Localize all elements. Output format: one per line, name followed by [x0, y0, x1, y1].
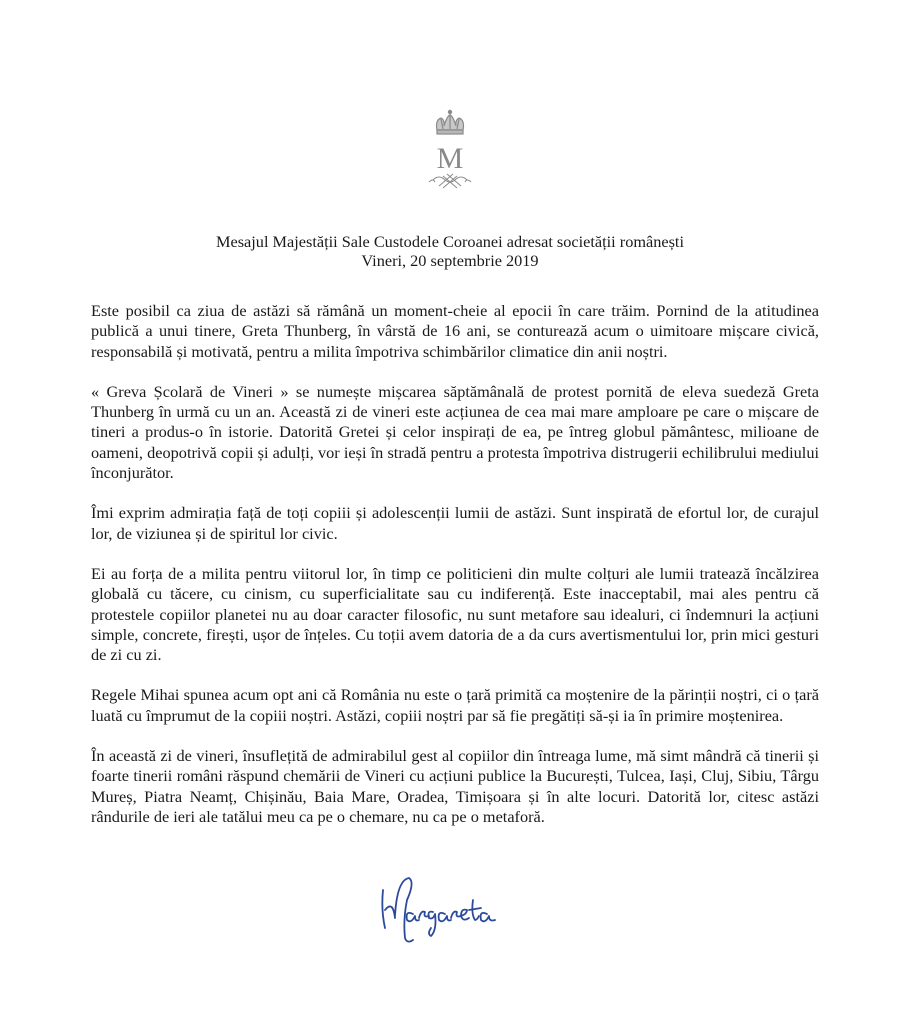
document-body	[91, 301, 819, 847]
paragraph-4: Ei au forța de a milita pentru viitorul lor, în timp ce politicieni din multe colțuri ale lumii tratează încălzirea globală cu tăcere, cu cinism, cu superficialitate sau cu indiferență. Este inacceptabil, mai ales pentru că protestele copiilor planetei nu au doar caracter filosofic, nu sunt metafore sau idealuri, ci îndemnuri la acțiuni simple, concrete, firești, ușor de înțeles. Cu toții avem datoria de a da curs avertismentului lor, prin mici gesturi de zi cu zi.	[91, 563, 819, 665]
document-title: Mesajul Majestății Sale Custodele Coroanei adresat societății românești	[216, 232, 684, 251]
paragraph-5: Regele Mihai spunea acum opt ani că România nu este o țară primită ca moștenire de la părinții noștri, ci o țară luată cu împrumut de la copiii noștri. Astăzi, copiii noștri par să fie pregătiți să-și ia în primire moștenirea.	[91, 685, 819, 725]
monogram-emblem	[425, 108, 475, 193]
paragraph-2: « Greva Școlară de Vineri » se numește mișcarea săptămânală de protest pornită de eleva suedeză Greta Thunberg în urmă cu un an. Această zi de vineri este acțiunea de cea mai mare amploare pe care o mișcare de tineri a produs-o în istorie. Datorită Gretei și celor inspirați de ea, pe întreg globul pământesc, milioane de oameni, deopotrivă copii și adulți, vor ieși în stradă pentru a protesta împotriva distrugerii echilibrului mediului înconjurător.	[91, 381, 819, 483]
handwritten-signature-icon	[375, 870, 525, 950]
signature	[375, 870, 525, 950]
paragraph-1: Este posibil ca ziua de astăzi să rămână un moment-cheie al epocii în care trăim. Pornind de la atitudinea publică a unui tinere, Greta Thunberg, în vârstă de 16 ani, se conturează acum o uimitoare mișcare civică, responsabilă și motivată, pentru a milita împotriva schimbărilor climatice din anii noștri.	[91, 301, 819, 361]
crown-monogram-icon	[425, 108, 475, 193]
paragraph-6: În această zi de vineri, însuflețită de admirabilul gest al copiilor din întreaga lume, mă simt mândră că tinerii și foarte tinerii români răspund chemării de Vineri cu acțiuni publice la București, Tulcea, Iași, Cluj, Sibiu, Târgu Mureș, Piatra Neamț, Chișinău, Baia Mare, Oradea, Timișoara și în alte locuri. Datorită lor, citesc astăzi rândurile de ieri ale tatălui meu ca pe o chemare, nu ca pe o metaforă.	[91, 746, 819, 826]
document-header	[0, 232, 900, 270]
paragraph-3: Îmi exprim admirația față de toți copiii și adolescenții lumii de astăzi. Sunt inspirată de efortul lor, de curajul lor, de viziunea și de spiritul lor civic.	[91, 503, 819, 543]
svg-text:M: M	[436, 142, 464, 175]
document-date: Vineri, 20 septembrie 2019	[361, 251, 539, 270]
